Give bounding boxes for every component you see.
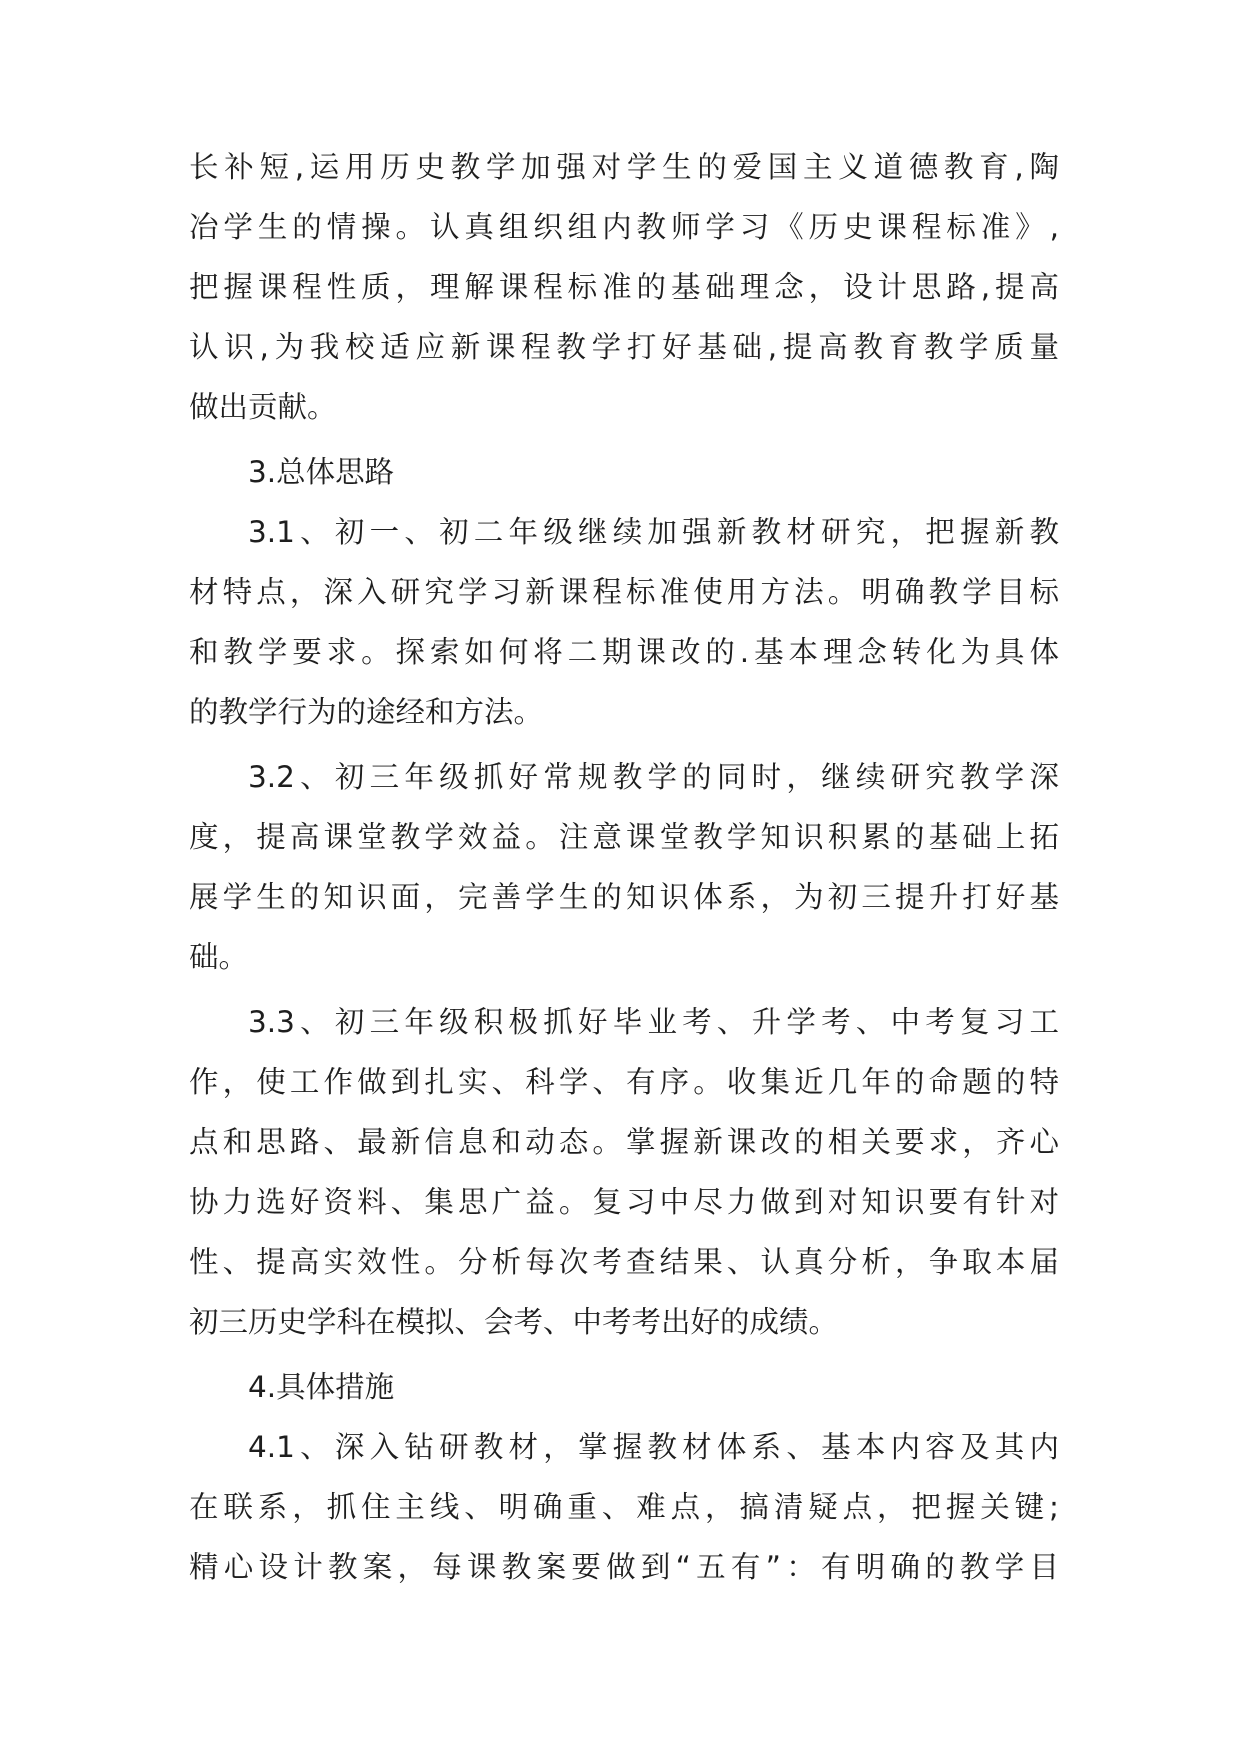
paragraph-line: 在联系，抓住主线、明确重、难点，搞清疑点，把握关键; [189,1490,1059,1524]
paragraph-line: 展学生的知识面，完善学生的知识体系，为初三提升打好基 [189,880,1059,914]
paragraph-line: 度，提高课堂教学效益。注意课堂教学知识积累的基础上拓 [189,820,1059,854]
paragraph-line: 认识,为我校适应新课程教学打好基础,提高教育教学质量 [189,330,1059,364]
paragraph-line: 和教学要求。探索如何将二期课改的.基本理念转化为具体 [189,635,1059,669]
paragraph-line: 把握课程性质，理解课程标准的基础理念，设计思路,提高 [189,270,1059,304]
paragraph-line: 精心设计教案，每课教案要做到“五有”：有明确的教学目 [189,1550,1059,1584]
section-heading: 3.总体思路 [248,455,395,489]
paragraph-line: 性、提高实效性。分析每次考查结果、认真分析，争取本届 [189,1245,1059,1279]
paragraph-line: 3.1、初一、初二年级继续加强新教材研究，把握新教 [248,515,1059,549]
paragraph-line: 冶学生的情操。认真组织组内教师学习《历史课程标准》, [189,210,1059,244]
paragraph-line: 3.2、初三年级抓好常规教学的同时，继续研究教学深 [248,760,1059,794]
paragraph-line: 作，使工作做到扎实、科学、有序。收集近几年的命题的特 [189,1065,1059,1099]
paragraph-line: 初三历史学科在模拟、会考、中考考出好的成绩。 [189,1305,839,1339]
paragraph-line: 础。 [189,940,249,974]
paragraph-line: 3.3、初三年级积极抓好毕业考、升学考、中考复习工 [248,1005,1059,1039]
paragraph-line: 材特点，深入研究学习新课程标准使用方法。明确教学目标 [189,575,1059,609]
paragraph-line: 点和思路、最新信息和动态。掌握新课改的相关要求，齐心 [189,1125,1059,1159]
paragraph-line: 4.1、深入钻研教材，掌握教材体系、基本内容及其内 [248,1430,1059,1464]
section-heading: 4.具体措施 [248,1370,395,1404]
paragraph-line: 协力选好资料、集思广益。复习中尽力做到对知识要有针对 [189,1185,1059,1219]
paragraph-line: 做出贡献。 [189,390,337,424]
paragraph-line: 的教学行为的途经和方法。 [189,695,544,729]
paragraph-line: 长补短,运用历史教学加强对学生的爱国主义道德教育,陶 [189,150,1059,184]
